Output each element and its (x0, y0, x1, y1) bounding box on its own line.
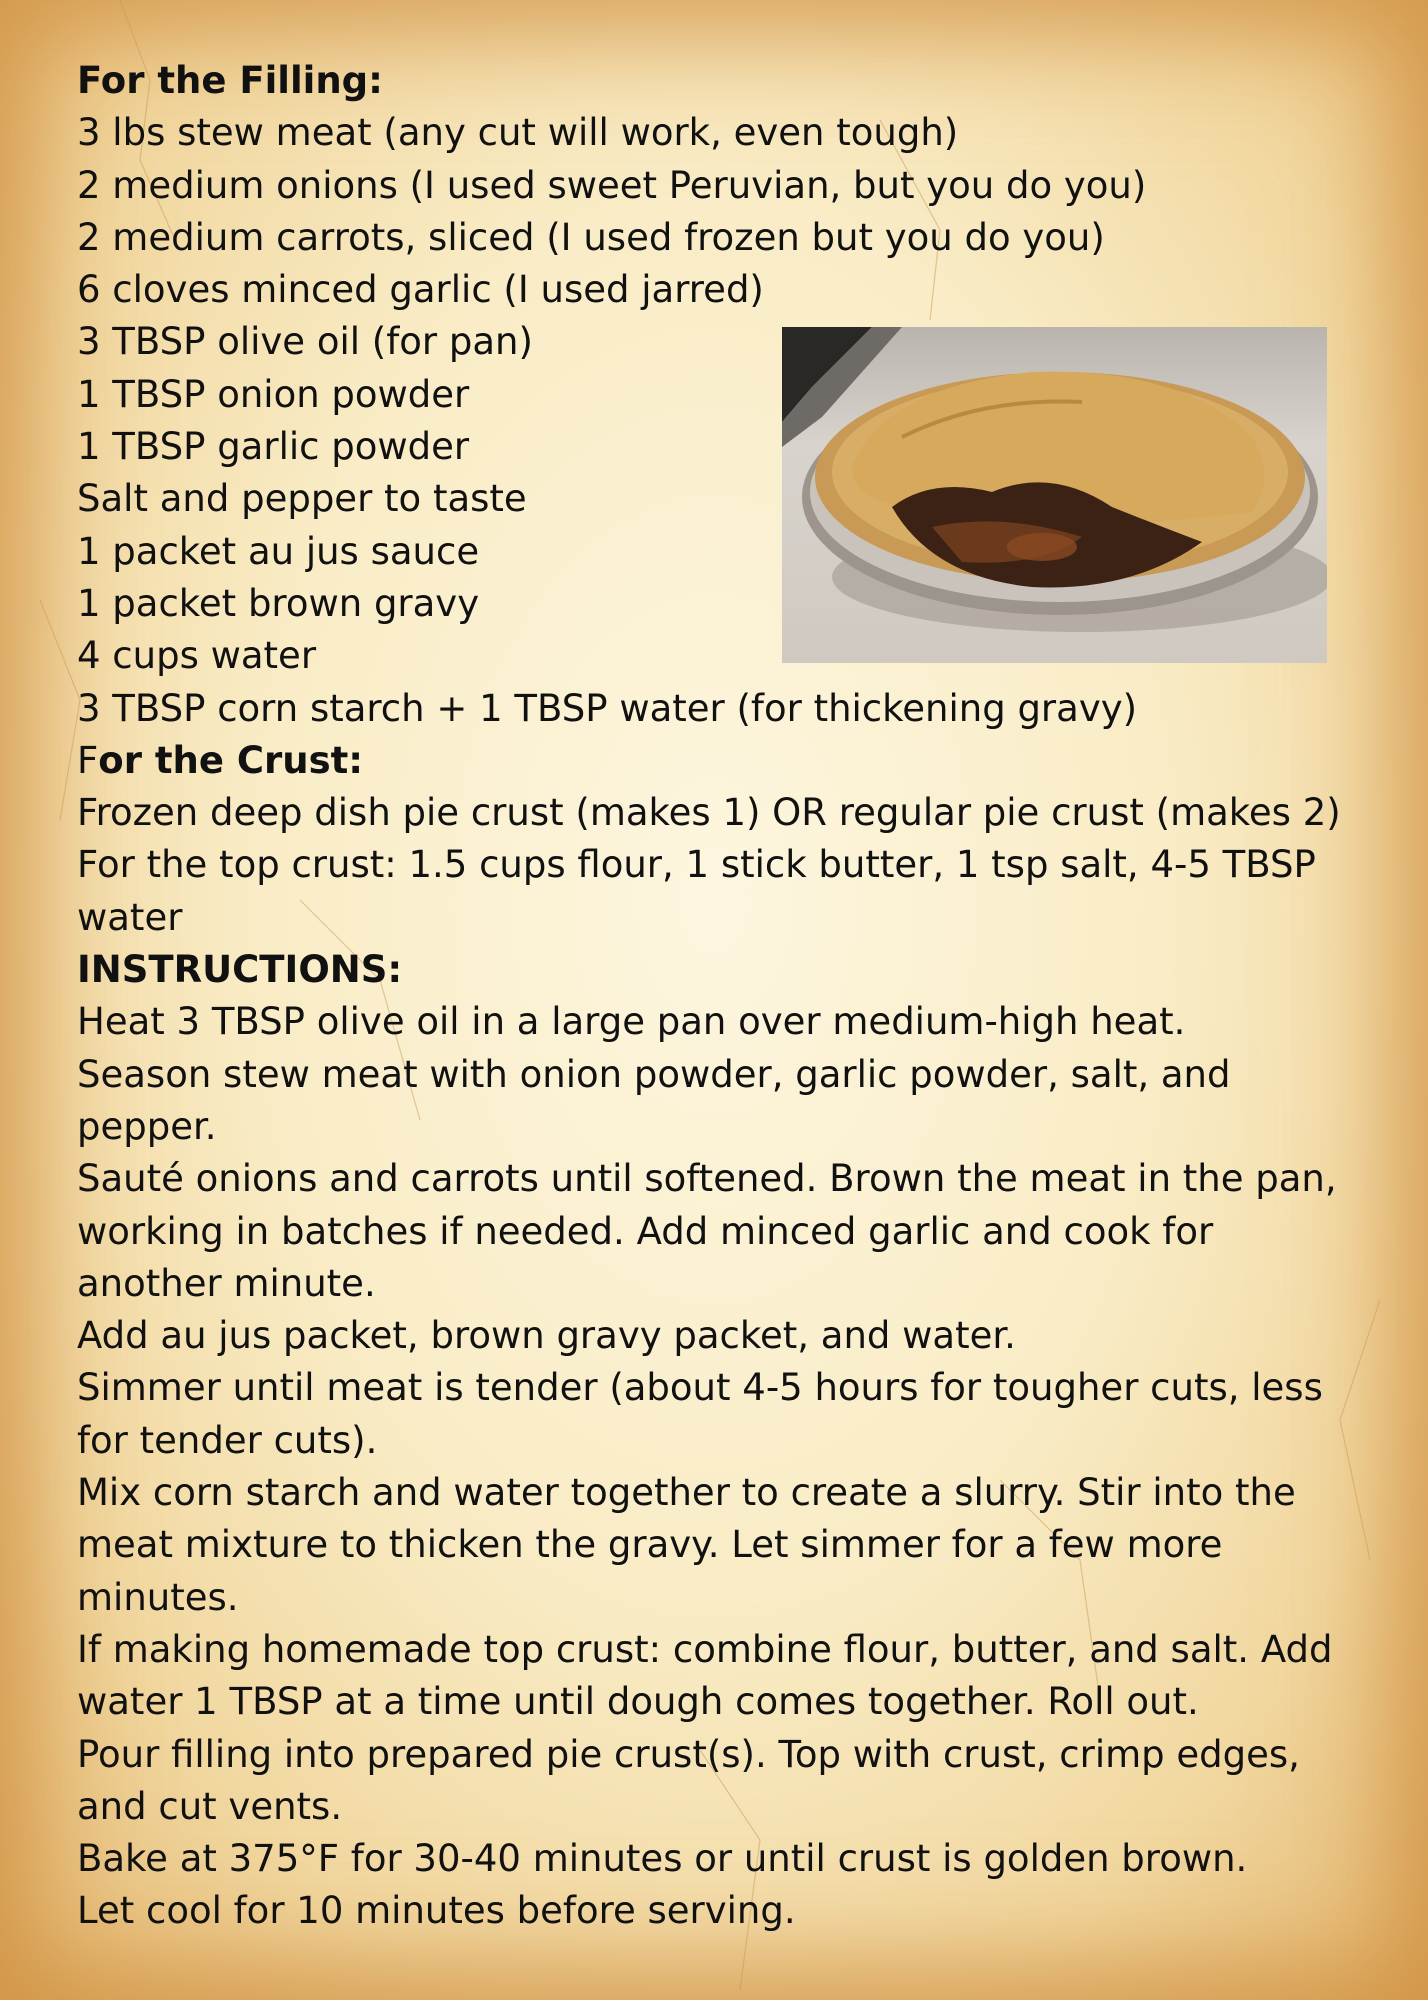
ingredient-item: 2 medium carrots, sliced (I used frozen but you do you) (77, 215, 1105, 259)
ingredient-item: 3 TBSP corn starch + 1 TBSP water (for thickening gravy) (77, 686, 1138, 730)
ingredient-item: 4 cups water (77, 634, 317, 678)
instruction-step: Mix corn starch and water together to create a slurry. Stir into the meat mixture to thicken the gravy. Let simmer for a few more minutes. (77, 1471, 1296, 1619)
crust-heading-initial: F (77, 738, 99, 782)
filling-heading: For the Filling: (77, 59, 383, 102)
instruction-step: Season stew meat with onion powder, garlic powder, salt, and pepper. (77, 1052, 1231, 1148)
pot-pie-illustration (782, 327, 1327, 663)
ingredient-item: 1 packet brown gravy (77, 581, 480, 625)
ingredient-item: 3 lbs stew meat (any cut will work, even tough) (77, 111, 959, 155)
instruction-step: If making homemade top crust: combine flour, butter, and salt. Add water 1 TBSP at a time until dough comes together. Roll out. (77, 1627, 1333, 1724)
ingredient-item: 1 TBSP onion powder (77, 372, 470, 416)
instruction-step: Heat 3 TBSP olive oil in a large pan over medium-high heat. (77, 1000, 1186, 1044)
ingredient-item: 1 TBSP garlic powder (77, 425, 470, 469)
ingredient-item: 2 medium onions (I used sweet Peruvian, but you do you) (77, 163, 1147, 207)
crust-item: Frozen deep dish pie crust (makes 1) OR regular pie crust (makes 2) (77, 791, 1341, 835)
crust-heading-rest: or the Crust: (98, 738, 364, 782)
ingredient-item: Salt and pepper to taste (77, 477, 527, 521)
ingredient-item: 3 TBSP olive oil (for pan) (77, 320, 533, 364)
instruction-step: Let cool for 10 minutes before serving. (77, 1889, 796, 1933)
crust-item: For the top crust: 1.5 cups flour, 1 stick butter, 1 tsp salt, 4-5 TBSP water (77, 843, 1316, 939)
crust-heading (77, 735, 1367, 787)
instruction-step: Pour filling into prepared pie crust(s). Top with crust, crimp edges, and cut vents. (77, 1732, 1300, 1828)
ingredient-item: 1 packet au jus sauce (77, 529, 480, 573)
instructions-heading: INSTRUCTIONS: (77, 948, 403, 992)
ingredient-item: 6 cloves minced garlic (I used jarred) (77, 268, 764, 312)
instruction-step: Simmer until meat is tender (about 4-5 hours for tougher cuts, less for tender cuts). (77, 1366, 1323, 1462)
instruction-step: Bake at 375°F for 30-40 minutes or until crust is golden brown. (77, 1837, 1248, 1881)
instruction-step: Sauté onions and carrots until softened. Brown the meat in the pan, working in batches if needed. Add minced garlic and cook for another minute. (77, 1157, 1337, 1305)
pot-pie-photo (782, 327, 1327, 663)
instruction-step: Add au jus packet, brown gravy packet, and water. (77, 1314, 1016, 1358)
